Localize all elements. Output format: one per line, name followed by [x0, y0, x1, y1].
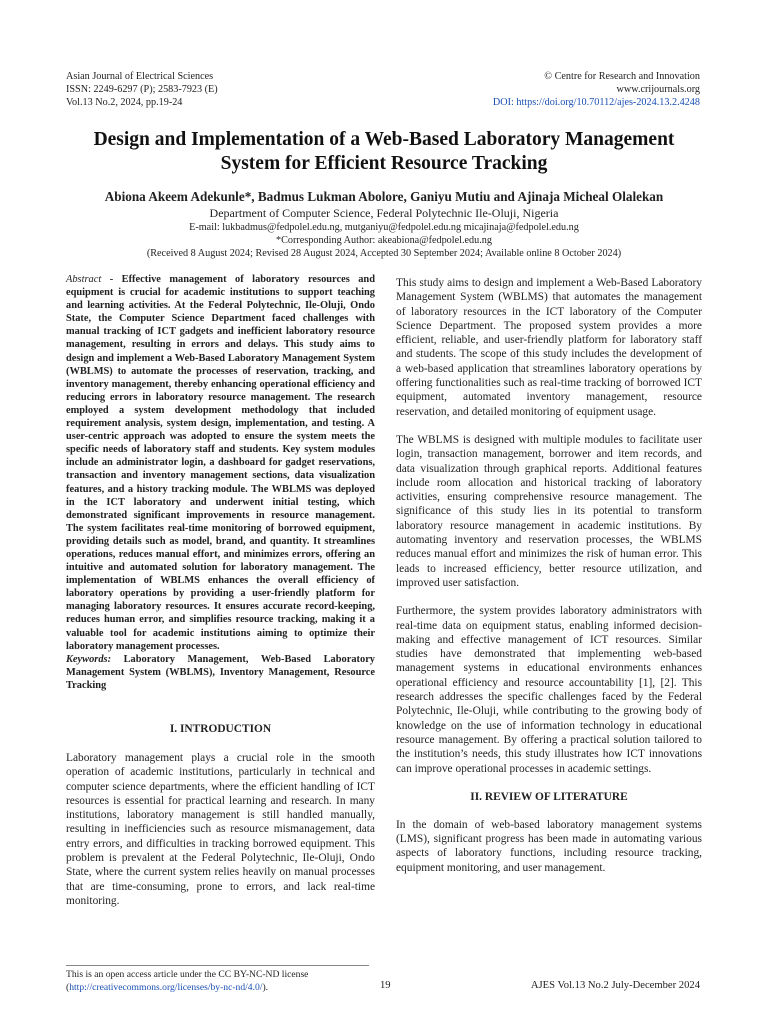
journal-name: Asian Journal of Electrical Sciences — [66, 71, 214, 82]
paper-title — [60, 128, 708, 176]
license-open-paren: ( — [66, 982, 70, 993]
corresponding-author: *Corresponding Author: akeabiona@fedpolel.edu.ng — [276, 235, 492, 246]
journal-volume: Vol.13 No.2, 2024, pp.19-24 — [66, 97, 183, 108]
author-emails: E-mail: lukbadmus@fedpolel.edu.ng, mutganiyu@fedpolel.edu.ng micajinaja@fedpolel.edu.ng — [189, 222, 579, 233]
doi-label: DOI: — [492, 97, 514, 108]
author-list: Abiona Akeem Adekunle*, Badmus Lukman Abolore, Ganiyu Mutiu and Ajinaja Micheal Olalekan — [104, 189, 664, 204]
introduction-heading: I. INTRODUCTION — [169, 723, 272, 735]
introduction-paragraph-2: This study aims to design and implement a Web-Based Laboratory Management System (WBLMS) that automates the management of laboratory resources in the ICT laboratory of the Computer Science Department. The proposed system provides a more efficient, reliable, and user-friendly platform for laboratory staff and students. The scope of this study includes the development of a web-based application that streamlines laboratory operations by offering functionalities such as real-time tracking of borrowed ICT equipment, automated inventory management, resource reservation, and detailed monitoring of equipment usage. — [396, 277, 702, 418]
keywords — [66, 653, 375, 692]
paper-title-line-2: System for Efficient Resource Tracking — [220, 153, 548, 174]
license-close-paren: ). — [262, 982, 269, 993]
introduction-paragraph-1: Laboratory management plays a crucial role in the smooth operation of academic institutions, particularly in technical and computer science departments, where the efficient handling of ICT resources is essential for practical learning and research. In many institutions, laboratory management is still handled manually, resulting in inefficiencies such as resource mismanagement, data entry errors, and difficulties in tracking borrowed equipment. This problem is prevalent at the Federal Polytechnic, Ile-Oluji, Ondo State, where the current system relies heavily on manual processes that are time-consuming, prone to errors, and lack real-time monitoring. — [66, 752, 375, 907]
paper-title-line-1: Design and Implementation of a Web-Based Laboratory Management — [93, 129, 675, 150]
page-number: 19 — [380, 980, 391, 991]
abstract — [66, 273, 375, 653]
license-line: This is an open access article under the CC BY-NC-ND license — [66, 969, 309, 980]
license-url-line — [66, 981, 308, 994]
license-link[interactable]: http://creativecommons.org/licenses/by-nc-nd/4.0/ — [69, 982, 263, 993]
introduction-paragraph-4: Furthermore, the system provides laboratory administrators with real-time data on equipment status, enabling informed decision-making and effective management of ICT resources. Similar studies have demonstrated that implementing web-based management systems in educational environments enhances operational efficiency and resource accountability [1], [2]. This research addresses the specific challenges faced by the Federal Polytechnic, Ile-Oluji, while contributing to the growing body of knowledge on the use of information technology in educational resource management. By offering a practical solution tailored to the institution’s needs, this study illustrates how ICT innovations can improve operational processes in academic settings. — [396, 605, 702, 775]
journal-header-right — [493, 70, 700, 109]
publication-dates: (Received 8 August 2024; Revised 28 August 2024, Accepted 30 September 2024; Available online 8 October 2024) — [146, 248, 622, 259]
right-column — [396, 276, 702, 875]
journal-issn: ISSN: 2249-6297 (P); 2583-7923 (E) — [66, 84, 218, 95]
journal-header-left — [66, 70, 218, 109]
footnote-divider — [66, 965, 369, 966]
license-footnote — [66, 968, 308, 994]
author-affiliation: Department of Computer Science, Federal Polytechnic Ile-Oluji, Nigeria — [209, 206, 559, 220]
journal-website[interactable]: www.crijournals.org — [616, 84, 700, 95]
abstract-text: - Effective management of laboratory resources and equipment is crucial for academic institutions to support teaching and learning activities. At the Federal Polytechnic, Ile-Oluji, Ondo State, the Computer Science Department faced challenges with manual tracking of ICT gadgets and inefficient laboratory resource management, resulting in errors and delays. This study aims to design and implement a Web-Based Laboratory Management System (WBLMS) to automate the processes of reservation, tracking, and inventory management, thereby enhancing operational efficiency and reducing errors in laboratory resource management. The research employed a system development methodology that included requirement analysis, system design, implementation, and testing. A user-centric approach was adopted to ensure the system meets the specific needs of laboratory staff and students. Key system modules include an administrator login, a dashboard for gadget reservations, transaction and inventory management sections, data visualization features, and a history tracking module. The WBLMS was deployed in the ICT laboratory and underwent initial testing, which demonstrated significant improvements in resource management. The system facilitates real-time monitoring of borrowed equipment, providing details such as model, brand, and quantity. It streamlines operations, reduces manual effort, and minimizes errors, offering an intuitive and automated solution for laboratory management. The implementation of WBLMS enhances the overall efficiency of laboratory operations by providing a user-friendly platform for managing laboratory resources. It ensures accurate record-keeping, reduces human error, and simplifies resource tracking, making it a valuable tool for academic institutions aiming to optimize their laboratory management processes. — [66, 274, 375, 652]
keywords-label: Keywords: — [66, 653, 112, 665]
literature-review-paragraph-1: In the domain of web-based laboratory management systems (LMS), significant progress has been made in automating various aspects of laboratory functions, including resource tracking, equipment monitoring, and user management. — [396, 818, 702, 874]
literature-review-heading: II. REVIEW OF LITERATURE — [470, 790, 628, 803]
journal-footer: AJES Vol.13 No.2 July-December 2024 — [530, 980, 700, 991]
doi-line — [493, 96, 700, 109]
introduction-paragraph-3: The WBLMS is designed with multiple modules to facilitate user login, transaction management, borrower and item records, and data visualization through graphical reports. Additional features include room allocation and historical tracking of laboratory activities, ensuring comprehensive resource management. The significance of this study lies in its potential to transform laboratory resource management in academic institutions. By automating inventory and reservation processes, the WBLMS reduces manual effort and minimizes the risk of human error. This leads to increased efficiency, better resource utilization, and improved user satisfaction. — [396, 433, 702, 589]
publisher-name: © Centre for Research and Innovation — [544, 71, 700, 82]
doi-link[interactable]: https://doi.org/10.70112/ajes-2024.13.2.4248 — [516, 97, 700, 108]
keywords-text: Laboratory Management, Web-Based Laboratory Management System (WBLMS), Inventory Management, Resource Tracking — [66, 653, 375, 691]
left-column — [66, 273, 375, 908]
abstract-label: Abstract — [66, 274, 102, 285]
